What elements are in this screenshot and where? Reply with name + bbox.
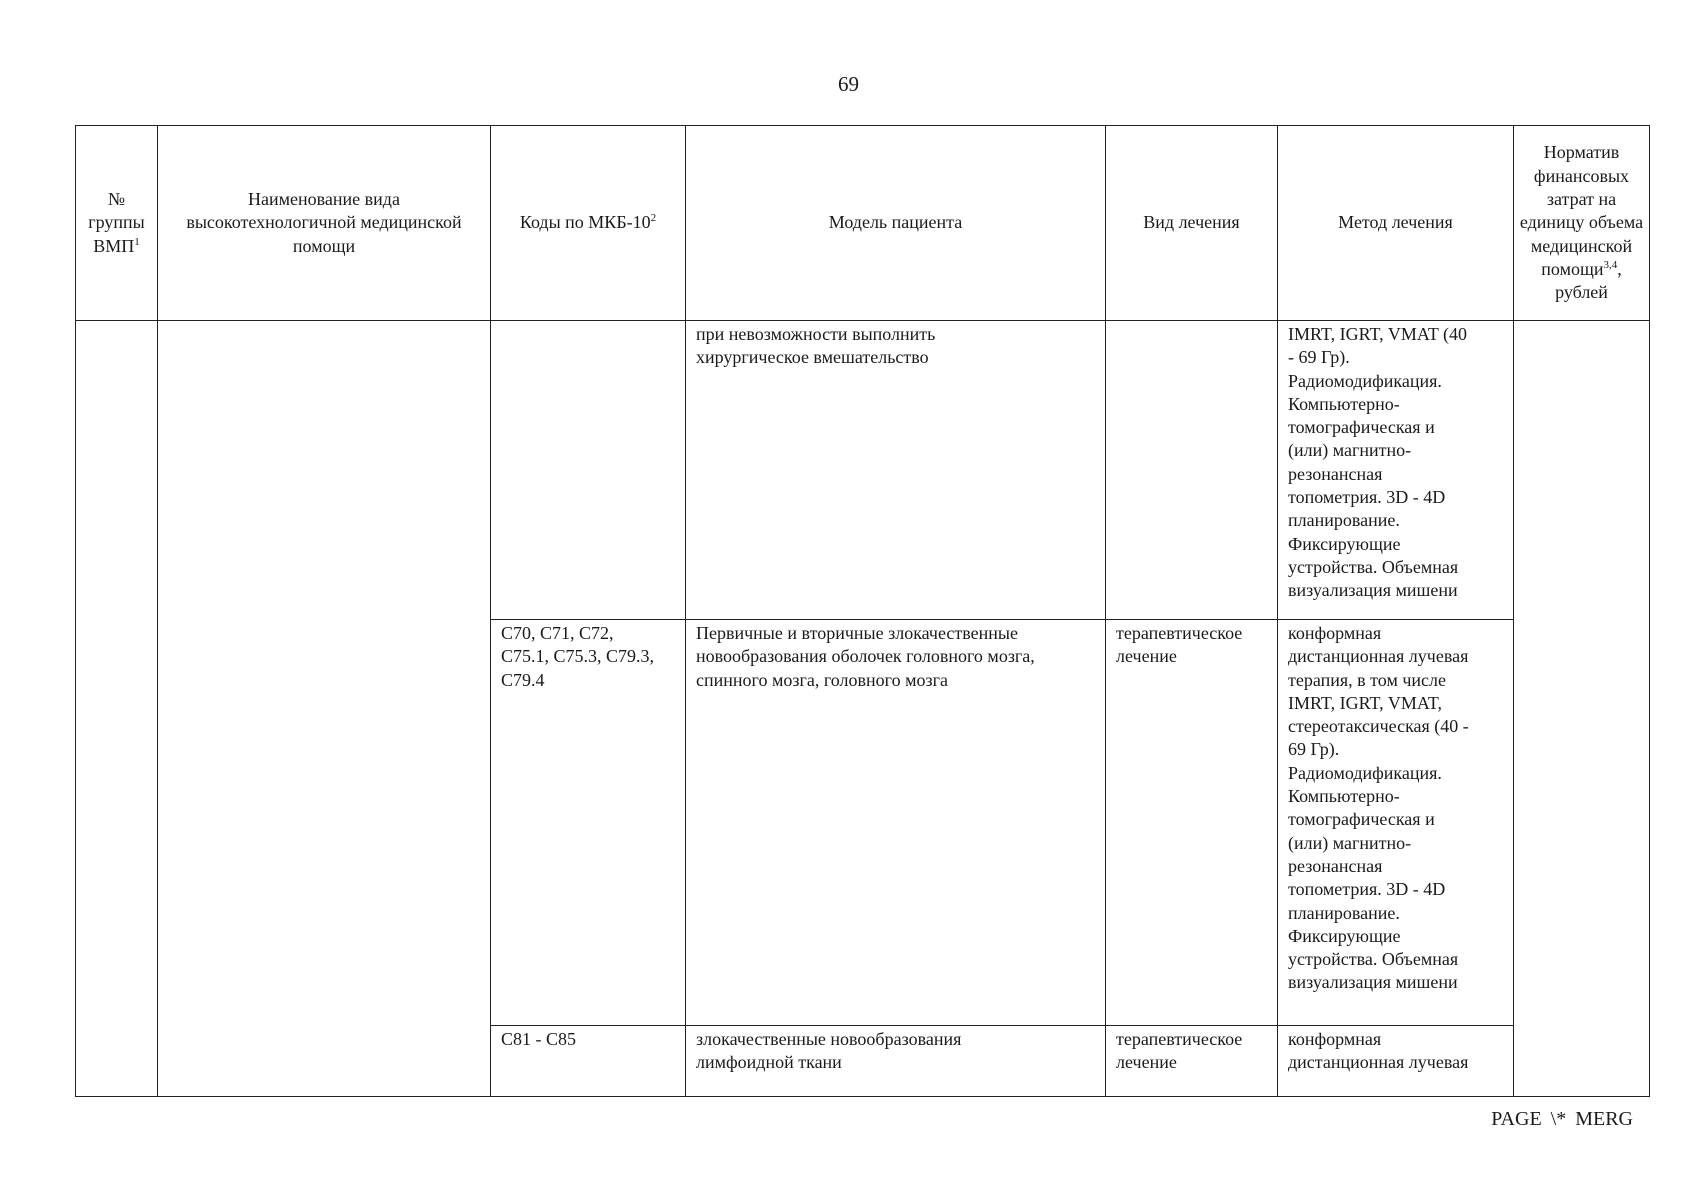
vmp-table: [75, 125, 1650, 1097]
patient-model-cell: Первичные и вторичные злокачественные новообразования оболочек головного мозга, спинного мозга, головного мозга: [686, 620, 1106, 1026]
header-name: Наименование вида высокотехнологичной медицинской помощи: [158, 126, 491, 321]
treatment-method-cell: конформная дистанционная лучевая: [1278, 1026, 1514, 1097]
header-model: Модель пациента: [686, 126, 1106, 321]
patient-model-cell: злокачественные новообразования лимфоидной ткани: [686, 1026, 1106, 1097]
header-type: Вид лечения: [1106, 126, 1278, 321]
treatment-type-cell: терапевтическое лечение: [1106, 1026, 1278, 1097]
treatment-type-cell: терапевтическое лечение: [1106, 620, 1278, 1026]
group-no-cell: [76, 321, 158, 1097]
header-codes: Коды по МКБ-$10^2$: [491, 126, 686, 321]
treatment-method-cell: конформная дистанционная лучевая терапия, в том числе IMRT, IGRT, VMAT, стереотаксическая (40 - 69 Гр). Радиомодификация. Компьютерно- томографическая и (или) магнитно- резонансная топометрия. 3D - 4D планирование. Фиксирующие устройства. Объемная визуализация мишени: [1278, 620, 1514, 1026]
header-group-no: № группы ВМП$^1$: [76, 126, 158, 321]
table-row: [76, 321, 1650, 620]
vmp-name-cell: [158, 321, 491, 1097]
header-cost: Норматив финансовых затрат на единицу объема медицинской помощи$^{3,4}$, рублей: [1514, 126, 1650, 321]
treatment-method-cell: IMRT, IGRT, VMAT (40 - 69 Гр). Радиомодификация. Компьютерно- томографическая и (или) магнитно- резонансная топометрия. 3D - 4D планирование. Фиксирующие устройства. Объемная визуализация мишени: [1278, 321, 1514, 620]
codes-cell: C81 - C85: [491, 1026, 686, 1097]
codes-cell: [491, 321, 686, 620]
header-method: Метод лечения: [1278, 126, 1514, 321]
page-number: 69: [838, 72, 859, 96]
page-footer-field: PAGE \* MERG: [1491, 1108, 1633, 1130]
treatment-type-cell: [1106, 321, 1278, 620]
patient-model-cell: при невозможности выполнить хирургическое вмешательство: [686, 321, 1106, 620]
cost-cell: [1514, 321, 1650, 1097]
codes-cell: C70, C71, C72, C75.1, C75.3, C79.3, C79.4: [491, 620, 686, 1026]
table-header-row: [76, 126, 1650, 321]
